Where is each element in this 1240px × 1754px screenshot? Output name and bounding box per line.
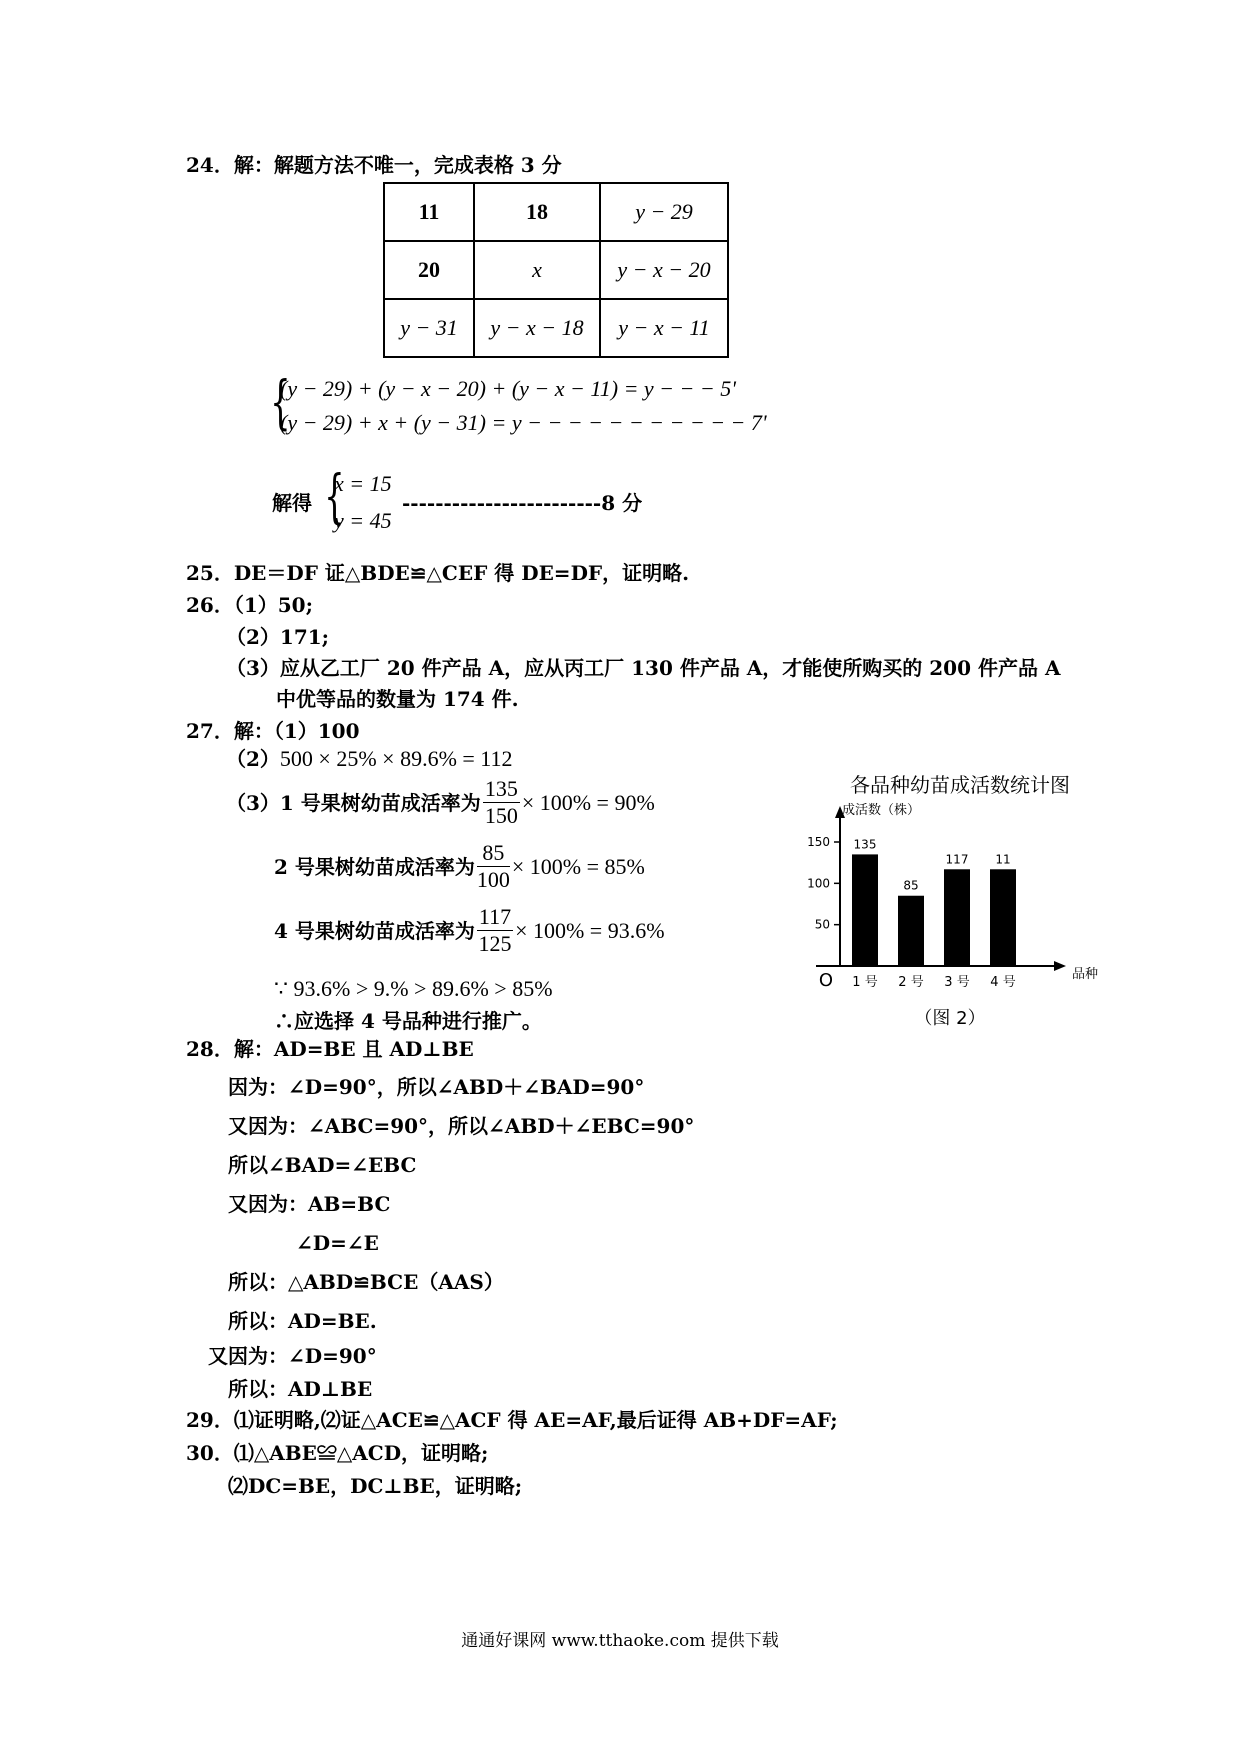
x-tick-label: 1 号 [852, 975, 878, 990]
solution-x: x = 15 [334, 471, 392, 496]
numerator: 117 [478, 904, 512, 929]
table-cell: x [474, 241, 600, 299]
q25-answer: 25．DE＝DF 证△BDE≌△CEF 得 DE=DF，证明略. [186, 561, 690, 585]
q30-line-2: ⑵DC=BE，DC⊥BE，证明略; [228, 1474, 523, 1498]
q27-part2-math: 500 × 25% × 89.6% = 112 [279, 746, 513, 771]
table-cell: 20 [384, 241, 474, 299]
q28-line-4: 又因为：AB=BC [228, 1192, 391, 1216]
x-tick-label: 3 号 [944, 975, 970, 990]
q26-part2: （2）171; [226, 625, 330, 649]
table-cell: y − x − 11 [600, 299, 728, 357]
equation-2: (y − 29) + x + (y − 31) = y − − − − − − − − − − − 7' [280, 410, 767, 435]
q30-line-1: 30．⑴△ABE≌△ACD，证明略; [186, 1441, 489, 1465]
chart-caption: （图 2） [914, 1008, 986, 1029]
q27-heading: 27．解：（1）100 [186, 719, 360, 743]
q28-line-3: 所以∠BAD=∠EBC [228, 1153, 417, 1177]
x-axis-label: 品种 [1072, 967, 1099, 982]
y-tick-label: 50 [814, 917, 830, 932]
table-cell: 11 [384, 183, 474, 241]
rate-fraction-4 [477, 904, 513, 957]
q28-line-6: 所以：△ABD≌BCE（AAS） [228, 1270, 504, 1294]
rate-result-4: × 100% = 93.6% [515, 917, 665, 943]
q28-line-9: 所以：AD⊥BE [228, 1377, 373, 1401]
q28-line-2: 又因为：∠ABC=90°，所以∠ABD＋∠EBC=90° [228, 1114, 695, 1138]
table-cell: y − x − 20 [600, 241, 728, 299]
bar [990, 869, 1016, 966]
q24-heading: 24．解：解题方法不唯一，完成表格 3 分 [186, 153, 562, 177]
q27-part2 [226, 746, 512, 772]
rate-row-4 [274, 904, 665, 957]
solution-y: y = 45 [334, 508, 392, 533]
q28-line-1: 因为：∠D=90°，所以∠ABD＋∠BAD=90° [228, 1075, 645, 1099]
denominator: 100 [476, 867, 510, 892]
therefore-line: ∴应选择 4 号品种进行推广。 [274, 1009, 542, 1033]
bar [944, 869, 970, 966]
equation-brace: { [270, 368, 291, 436]
equation-1: (y − 29) + (y − x − 20) + (y − x − 11) = y − − − 5' [280, 376, 736, 401]
bar-value-label: 135 [853, 837, 877, 852]
magic-square-table [383, 182, 729, 358]
because-line: ∵ 93.6% > 9.% > 89.6% > 85% [274, 976, 553, 1001]
denominator: 125 [478, 931, 512, 956]
chart-title: 各品种幼苗成活数统计图 [850, 773, 1070, 797]
x-tick-label: 2 号 [898, 975, 924, 990]
table-cell: y − 31 [384, 299, 474, 357]
rate-fraction-1 [483, 776, 520, 829]
q26-part3-cont: 中优等品的数量为 174 件. [276, 687, 519, 711]
bar [852, 854, 878, 966]
q26-part3: （3）应从乙工厂 20 件产品 A，应从丙工厂 130 件产品 A，才能使所购买的 200 件产品 A [226, 656, 1061, 680]
bar [898, 896, 924, 966]
chart-ylabel: 成活数（株） [842, 803, 921, 818]
rate-row-2 [274, 840, 645, 893]
chart-marks [852, 837, 1016, 990]
bar-value-label: 85 [903, 878, 919, 893]
numerator: 135 [484, 776, 518, 801]
rate-fraction-2 [477, 840, 510, 893]
rate-result-2: × 100% = 85% [511, 853, 645, 879]
rate-row-1 [226, 776, 655, 829]
solution-score: ------------------------8 分 [402, 491, 643, 515]
y-tick-label: 100 [807, 876, 830, 891]
bar-value-label: 117 [945, 852, 969, 867]
table-cell: y − x − 18 [474, 299, 600, 357]
solution-brace: { [324, 462, 345, 530]
q28-line-8: 又因为：∠D=90° [208, 1344, 377, 1368]
rate-text-2: 2 号果树幼苗成活率为 [274, 854, 475, 879]
q26-heading: 26．（1）50; [186, 593, 313, 617]
rate-text-1: 1 号果树幼苗成活率为 [279, 790, 481, 815]
q28-line-7: 所以：AD=BE. [228, 1309, 377, 1333]
q28-heading: 28．解：AD=BE 且 AD⊥BE [186, 1037, 474, 1061]
q27-part2-label: （2） [226, 747, 280, 771]
table-cell: y − 29 [600, 183, 728, 241]
x-axis-arrow [1054, 961, 1066, 971]
solve-label: 解得 [272, 491, 312, 515]
q28-line-5: ∠D=∠E [296, 1231, 379, 1255]
rate-result-1: × 100% = 90% [521, 789, 655, 815]
denominator: 150 [484, 803, 518, 828]
numerator: 85 [477, 840, 510, 867]
bar-value-label: 11 [995, 852, 1011, 867]
y-tick-label: 150 [807, 835, 830, 849]
footer-credit: 通通好课网 www.tthaoke.com 提供下载 [461, 1631, 779, 1651]
seedling-bar-chart [790, 770, 1120, 1040]
q27-part3-label: （3） [226, 790, 280, 815]
table-cell: 18 [474, 183, 600, 241]
x-tick-label: 4 号 [990, 975, 1016, 990]
rate-text-4: 4 号果树幼苗成活率为 [274, 918, 475, 943]
origin-label: O [818, 970, 834, 991]
q29-answer: 29．⑴证明略,⑵证△ACE≌△ACF 得 AE=AF,最后证得 AB+DF=AF; [186, 1408, 838, 1432]
